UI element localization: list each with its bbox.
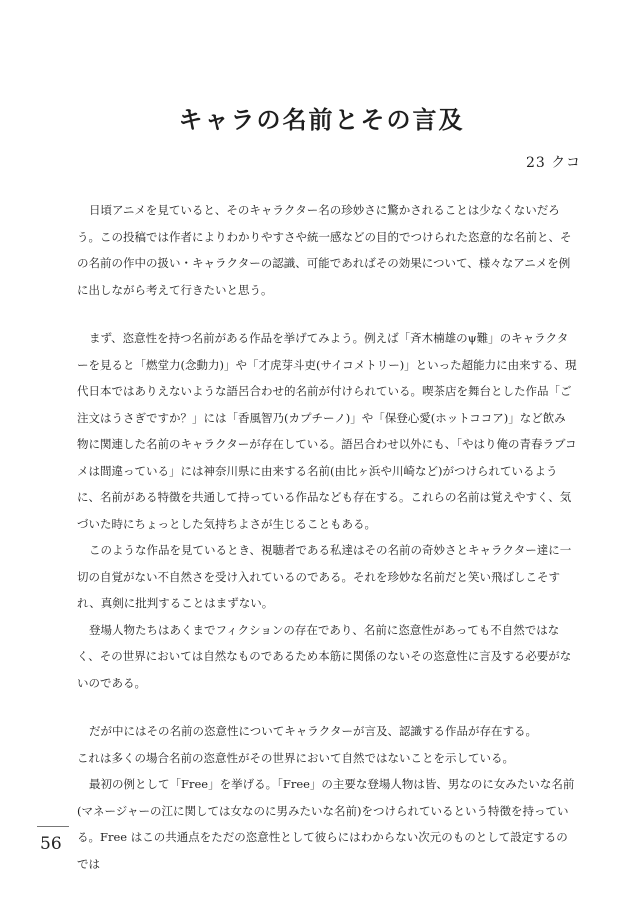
page-number: 56 xyxy=(40,834,62,854)
footer-rule xyxy=(37,826,69,827)
paragraph-viewers: このような作品を見ているとき、視聴者である私達はその名前の奇妙さとキャラクター達に一切の自覚がない不自然さを受け入れているのである。それを珍妙な名前だと笑い飛ばしこそすれ、真剣に批判することはまずない。 xyxy=(77,543,572,610)
article-body xyxy=(77,197,577,877)
paragraph-examples: まず、恣意性を持つ名前がある作品を挙げてみよう。例えば「斉木楠雄のψ難」のキャラクターを見ると「燃堂力(念動力)」や「才虎芽斗吏(サイコメトリー)」といった超能力に由来する、現代日本ではありえないような語呂合わせ的名前が付けられている。喫茶店を舞台とした作品「ご注文はうさぎですか？」には「香風智乃(カプチーノ)」や「保登心愛(ホットココア)」など飲み物に関連した名前のキャラクターが存在している。語呂合わせ以外にも、「やはり俺の青春ラブコメは間違っている」には神奈川県に由来する名前(由比ヶ浜や川崎など)がつけられているように、名前がある特徴を共通して持っている作品なども存在する。これらの名前は覚えやすく、気づいた時にちょっとした気持ちよさが生じることもある。 xyxy=(77,331,577,531)
paragraph-mention-meaning: これは多くの場合名前の恣意性がその世界において自然ではないことを示している。 xyxy=(77,750,514,765)
paragraph-gap xyxy=(77,303,577,325)
article-title: キャラの名前とその言及 xyxy=(178,105,465,134)
author-name: 23 クコ xyxy=(526,155,581,171)
paragraph-free-example: 最初の例として「Free」を挙げる。「Free」の主要な登場人物は皆、男なのに女みたいな名前(マネージャーの江に関しては女なのに男みたいな名前)をつけられているという特徴を持っている。Free はこの共通点をただの恣意性として彼らにはわからない次元のものとして設定するのでは xyxy=(77,777,575,871)
paragraph-fiction: 登場人物たちはあくまでフィクションの存在であり、名前に恣意性があっても不自然ではなく、その世界においては自然なものであるため本筋に関係のないその恣意性に言及する必要がないのである。 xyxy=(77,622,572,690)
paragraph-intro: 日頃アニメを見ていると、そのキャラクター名の珍妙さに驚かされることは少なくないだろう。この投稿では作者によりわかりやすさや統一感などの目的でつけられた恣意的な名前と、その名前の作中の扱い・キャラクターの認識、可能であればその効果について、様々なアニメを例に出しながら考えて行きたいと思う。 xyxy=(77,203,572,297)
paragraph-gap xyxy=(77,696,577,718)
paragraph-mention: だが中にはその名前の恣意性についてキャラクターが言及、認識する作品が存在する。 xyxy=(89,724,538,738)
